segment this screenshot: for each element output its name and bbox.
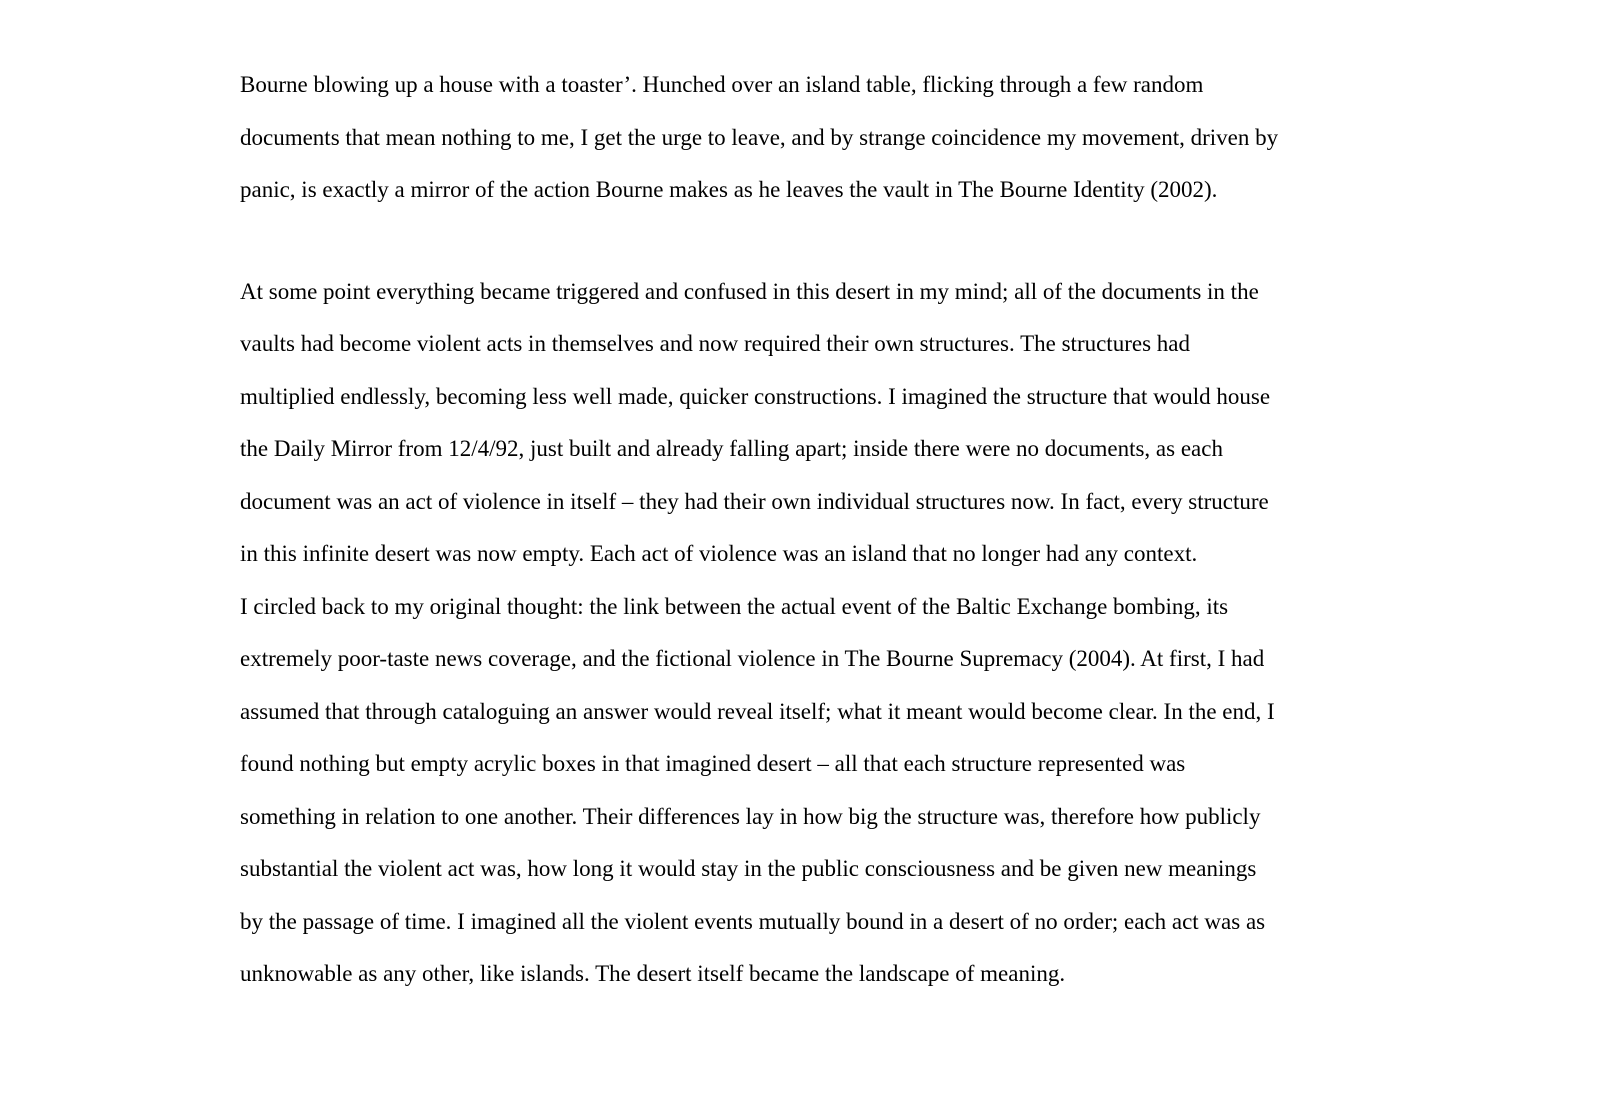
- text-line: At some point everything became triggered and confused in this desert in my mind; all of the documents in the: [240, 279, 1259, 304]
- text-line: extremely poor-taste news coverage, and the fictional violence in The Bourne Supremacy (2004). At first, I had: [240, 646, 1265, 671]
- text-line: Bourne blowing up a house with a toaster’. Hunched over an island table, flicking through a few random: [240, 72, 1204, 97]
- text-line: unknowable as any other, like islands. The desert itself became the landscape of meaning.: [240, 961, 1066, 986]
- text-line: document was an act of violence in itself – they had their own individual structures now. In fact, every structure: [240, 489, 1269, 514]
- text-line: substantial the violent act was, how long it would stay in the public consciousness and be given new meanings: [240, 856, 1257, 881]
- text-line: by the passage of time. I imagined all the violent events mutually bound in a desert of no order; each act was as: [240, 909, 1266, 934]
- text-line: vaults had become violent acts in themselves and now required their own structures. The structures had: [240, 331, 1190, 356]
- text-line: found nothing but empty acrylic boxes in that imagined desert – all that each structure represented was: [240, 751, 1186, 776]
- text-line: the Daily Mirror from 12/4/92, just built and already falling apart; inside there were no documents, as each: [240, 436, 1223, 461]
- text-line: in this infinite desert was now empty. Each act of violence was an island that no longer had any context.: [240, 541, 1198, 566]
- text-line: I circled back to my original thought: the link between the actual event of the Baltic Exchange bombing, its: [240, 594, 1229, 619]
- text-line: assumed that through cataloguing an answer would reveal itself; what it meant would become clear. In the end, I: [240, 699, 1275, 724]
- text-line: multiplied endlessly, becoming less well made, quicker constructions. I imagined the structure that would house: [240, 384, 1271, 409]
- text-line: documents that mean nothing to me, I get the urge to leave, and by strange coincidence my movement, driven by: [240, 125, 1279, 150]
- text-line: panic, is exactly a mirror of the action Bourne makes as he leaves the vault in The Bourne Identity (2002).: [240, 177, 1218, 202]
- text-line: something in relation to one another. Their differences lay in how big the structure was, therefore how publicly: [240, 804, 1261, 829]
